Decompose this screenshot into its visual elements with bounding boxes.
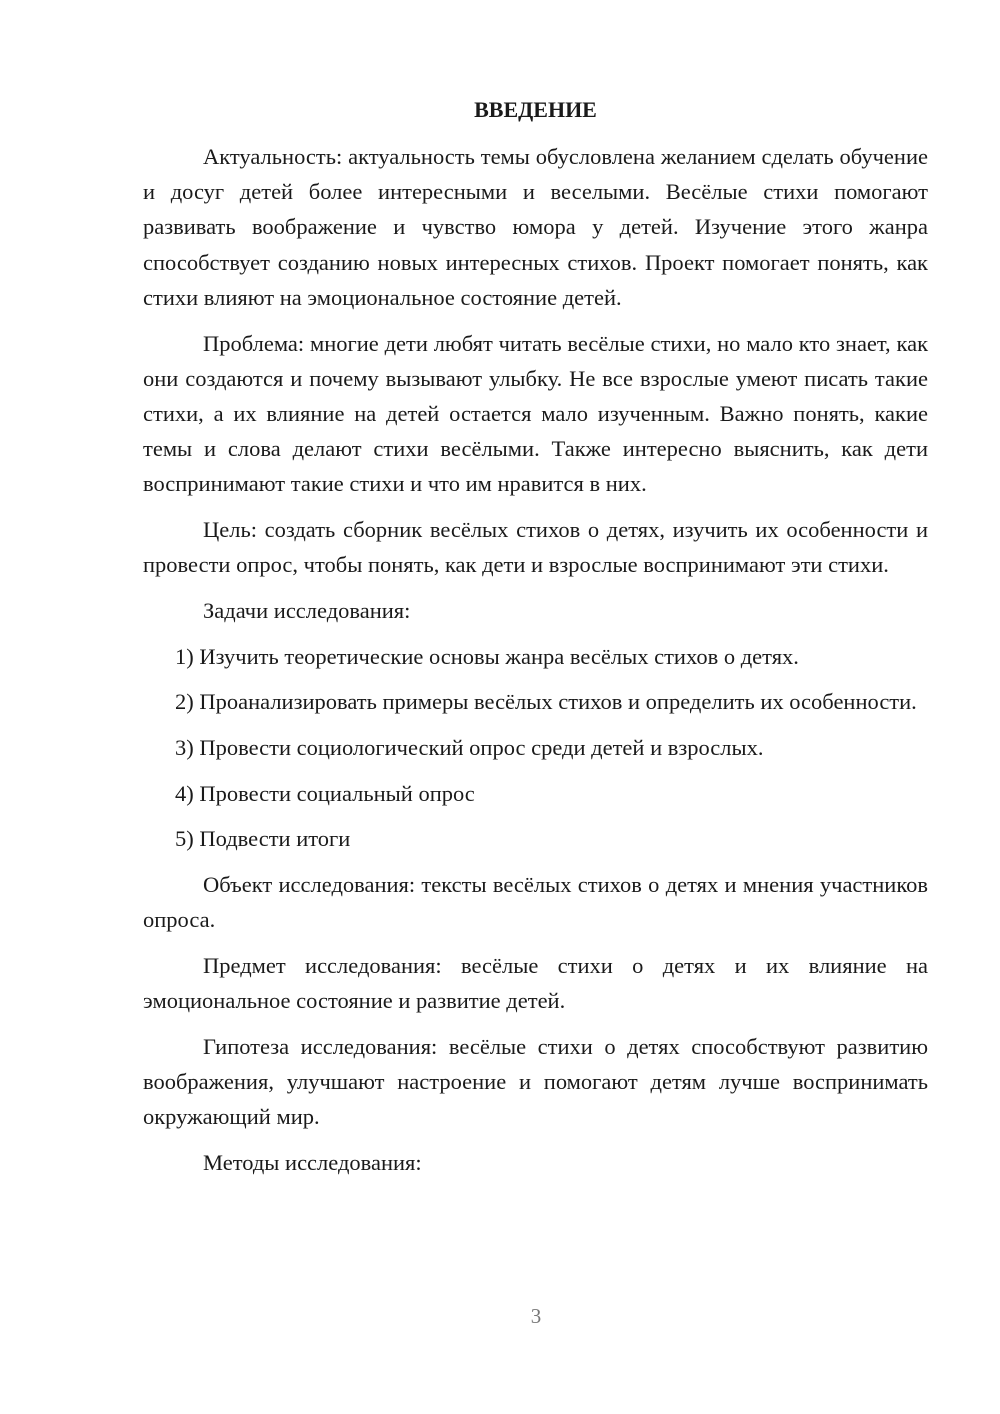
task-item: 5) Подвести итоги [175, 826, 351, 852]
section-title: ВВЕДЕНИЕ [474, 97, 597, 122]
paragraph-goal: Цель: создать сборник весёлых стихов о детях, изучить их особенности и провести опрос, чтобы понять, как дети и взрослые воспринимают эти стихи. [143, 517, 928, 578]
paragraph-methods: Методы исследования: [203, 1150, 422, 1176]
paragraph-tasks-heading: Задачи исследования: [203, 597, 411, 623]
paragraph-relevance: Актуальность: актуальность темы обусловлена желанием сделать обучение и досуг детей более интересными и веселыми. Весёлые стихи помогают развивать воображение и чувство юмора у детей. Изучение этого жанра способствует созданию новых интересных стихов. Проект помогает понять, как стихи влияют на эмоциональное состояние детей. [143, 144, 928, 310]
task-item: 3) Провести социологический опрос среди детей и взрослых. [175, 735, 764, 761]
task-item: 4) Провести социальный опрос [175, 780, 475, 806]
paragraph-subject: Предмет исследования: весёлые стихи о детях и их влияние на эмоциональное состояние и развитие детей. [143, 953, 928, 1014]
paragraph-problem: Проблема: многие дети любят читать весёлые стихи, но мало кто знает, как они создаются и почему вызывают улыбку. Не все взрослые умеют писать такие стихи, а их влияние на детей остается мало изученным. Важно понять, какие темы и слова делают стихи весёлыми. Также интересно выяснить, как дети воспринимают такие стихи и что им нравится в них. [143, 330, 928, 497]
document-page [143, 92, 928, 1191]
task-item: 2) Проанализировать примеры весёлых стихов и определить их особенности. [175, 689, 917, 715]
page-number: 3 [530, 1304, 542, 1328]
paragraph-object: Объект исследования: тексты весёлых стихов о детях и мнения участников опроса. [143, 872, 928, 933]
paragraph-hypothesis: Гипотеза исследования: весёлые стихи о детях способствуют развитию воображения, улучшают настроение и помогают детям лучше воспринимать окружающий мир. [143, 1033, 928, 1130]
task-item: 1) Изучить теоретические основы жанра весёлых стихов о детях. [175, 643, 799, 669]
